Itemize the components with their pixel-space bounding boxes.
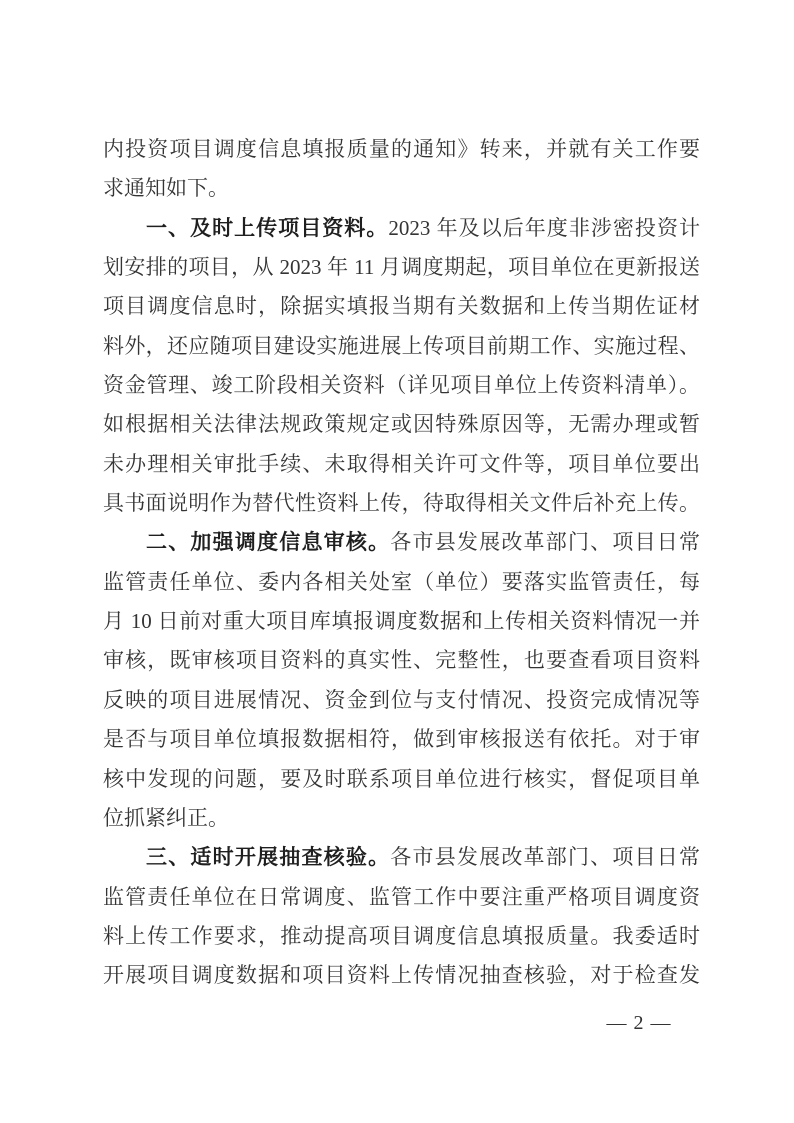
text-line	[103, 484, 700, 523]
text-line	[103, 720, 700, 759]
text-line	[103, 209, 700, 248]
text-segment: 审核，既审核项目资料的真实性、完整性，也要查看项目资料	[103, 648, 700, 673]
page-number: — 2 —	[606, 1012, 672, 1034]
text-segment: 月 10 日前对重大项目库填报调度数据和上传相关资料情况一并	[103, 609, 700, 634]
text-line	[103, 287, 700, 326]
text-segment: 监管责任单位在日常调度、监管工作中要注重严格项目调度资	[103, 884, 700, 909]
text-line	[103, 838, 700, 877]
text-line	[103, 641, 700, 680]
text-segment: 料外，还应随项目建设实施进展上传项目前期工作、实施过程、	[103, 333, 700, 358]
text-line	[103, 169, 700, 208]
document-body	[103, 130, 700, 996]
text-line	[103, 956, 700, 995]
section-heading: 一、及时上传项目资料。	[146, 216, 389, 240]
text-line	[103, 602, 700, 641]
text-segment: 未办理相关审批手续、未取得相关许可文件等，项目单位要出	[103, 451, 700, 476]
text-segment: 核中发现的问题，要及时联系项目单位进行核实，督促项目单	[103, 766, 700, 791]
text-segment: 项目调度信息时，除据实填报当期有关数据和上传当期佐证材	[103, 294, 700, 319]
text-line	[103, 563, 700, 602]
text-line	[103, 366, 700, 405]
text-line	[103, 917, 700, 956]
text-segment: 开展项目调度数据和项目资料上传情况抽查核验，对于检查发	[103, 963, 700, 988]
text-segment: 资金管理、竣工阶段相关资料（详见项目单位上传资料清单）。	[103, 373, 700, 398]
text-line	[103, 681, 700, 720]
text-segment: 内投资项目调度信息填报质量的通知》转来，并就有关工作要	[103, 137, 700, 161]
section-heading: 二、加强调度信息审核。	[146, 531, 391, 555]
section-heading: 三、适时开展抽查核验。	[146, 846, 391, 870]
text-segment: 2023 年及以后年度非涉密投资计	[388, 215, 700, 240]
text-segment: 反映的项目进展情况、资金到位与支付情况、投资完成情况等	[103, 687, 700, 712]
text-segment: 求通知如下。	[103, 176, 229, 201]
text-line	[103, 760, 700, 799]
text-segment: 料上传工作要求，推动提高项目调度信息填报质量。我委适时	[103, 923, 700, 948]
text-line	[103, 445, 700, 484]
text-line	[103, 523, 700, 562]
text-segment: 如根据相关法律法规政策规定或因特殊原因等，无需办理或暂	[103, 412, 700, 437]
text-segment: 监管责任单位、委内各相关处室（单位）要落实监管责任，每	[103, 569, 700, 594]
text-line	[103, 878, 700, 917]
text-line	[103, 248, 700, 287]
text-segment: 位抓紧纠正。	[103, 805, 229, 830]
text-segment: 具书面说明作为替代性资料上传，待取得相关文件后补充上传。	[103, 491, 700, 516]
text-segment: 各市县发展改革部门、项目日常	[390, 530, 700, 555]
text-line	[103, 799, 700, 838]
text-line	[103, 405, 700, 444]
text-segment: 划安排的项目，从 2023 年 11 月调度期起，项目单位在更新报送	[103, 255, 700, 280]
text-line	[103, 327, 700, 366]
text-segment: 是否与项目单位填报数据相符，做到审核报送有依托。对于审	[103, 727, 700, 752]
text-line	[103, 130, 700, 169]
text-segment: 各市县发展改革部门、项目日常	[390, 845, 700, 870]
